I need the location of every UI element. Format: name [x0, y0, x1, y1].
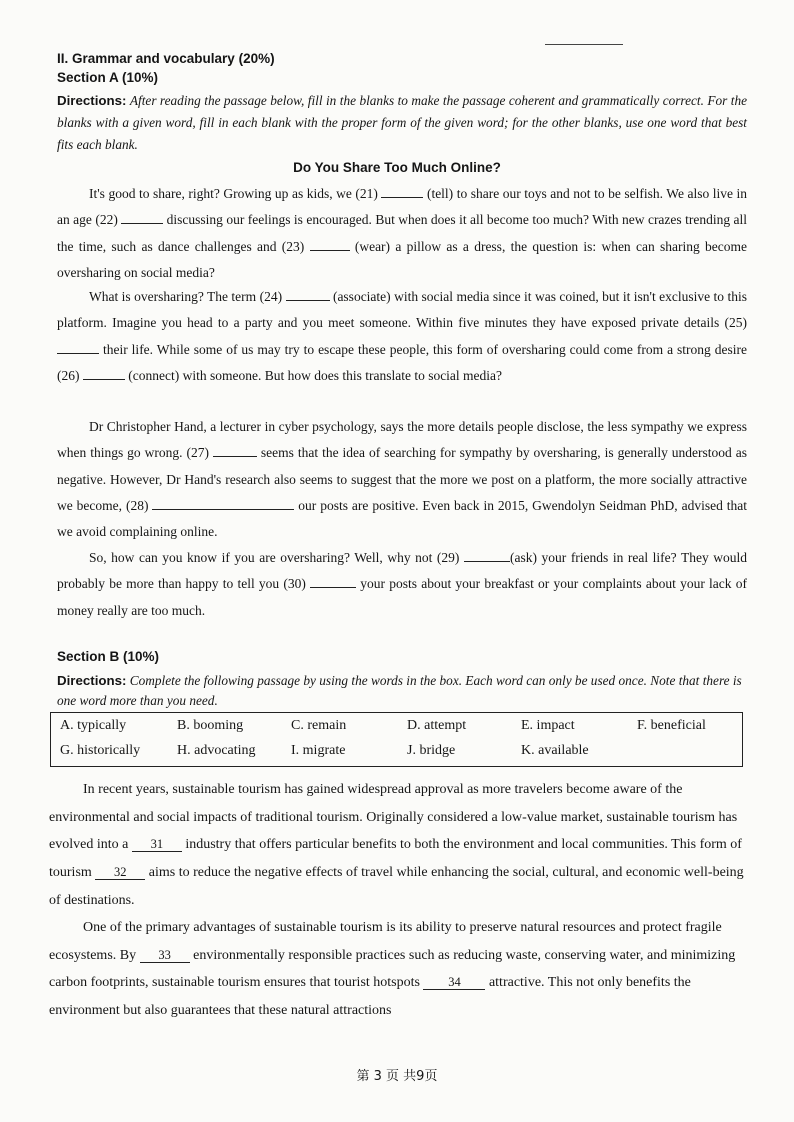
word-box — [50, 712, 743, 767]
section-a-paragraph-1: It's good to share, right? Growing up as kids, we (21) (tell) to share our toys and not to be selfish. We also live in an age (22) discussing our feelings is encouraged. But when does it all become too much? With new crazes trending all the time, such as dance challenges and (23) (wear) a pillow as a dress, the question is: when can sharing become oversharing on social media? — [57, 181, 747, 286]
section-b-heading: Section B (10%) — [57, 649, 160, 664]
passage-title: Do You Share Too Much Online? — [293, 160, 501, 175]
section-a-paragraph-3: Dr Christopher Hand, a lecturer in cyber psychology, says the more details people disclose, the less sympathy we express when things go wrong. (27) seems that the idea of searching for sympathy by oversharing, is generally understood as negative. However, Dr Hand's research also seems to suggest that the more we post on a platform, the more socially attractive we become, (28) our posts are positive. Even back in 2015, Gwendolyn Seidman PhD, advised that we avoid complaining online. — [57, 419, 747, 540]
section-b-directions — [57, 671, 747, 711]
word-option: D. attempt — [407, 718, 467, 733]
blank-31[interactable]: 31 — [132, 837, 182, 852]
section-a-directions — [57, 90, 747, 156]
section-heading: II. Grammar and vocabulary (20%) — [57, 51, 275, 66]
blank-27[interactable] — [213, 442, 257, 457]
word-option: K. available — [521, 743, 589, 758]
word-option: F. beneficial — [637, 718, 706, 733]
blank-33[interactable]: 33 — [140, 948, 190, 963]
blank-25[interactable] — [57, 339, 99, 354]
blank-23[interactable] — [310, 236, 350, 251]
word-option: G. historically — [60, 743, 141, 758]
section-b-paragraph-2: One of the primary advantages of sustainable tourism is its ability to preserve natural resources and protect fragile ecosystems. By 33 environmentally responsible practices such as reducing waste, conserving water, and minimizing carbon footprints, sustainable tourism ensures that tourist hotspots 34 attractive. This not only benefits the environment but also guarantees that these natural attractions — [49, 920, 736, 1019]
word-option: B. booming — [177, 718, 244, 733]
directions-label: Directions: — [57, 673, 127, 688]
blank-21[interactable] — [381, 183, 423, 198]
directions-text: Complete the following passage by using the words in the box. Each word can only be used once. Note that there is one word more than you need. — [57, 673, 742, 708]
blank-32[interactable]: 32 — [95, 865, 145, 880]
blank-26[interactable] — [83, 365, 125, 380]
blank-34[interactable]: 34 — [423, 975, 485, 990]
directions-label: Directions: — [57, 93, 127, 108]
section-a-heading: Section A (10%) — [57, 70, 159, 85]
word-option: A. typically — [60, 718, 127, 733]
section-b-paragraph-1: In recent years, sustainable tourism has gained widespread approval as more travelers become aware of the environmental and social impacts of traditional tourism. Originally considered a low-value market, sustainable tourism has evolved into a 31 industry that offers particular benefits to both the environment and local communities. This form of tourism 32 aims to reduce the negative effects of travel while enhancing the social, cultural, and economic well-being of destinations. — [49, 782, 744, 908]
section-a-paragraph-4: So, how can you know if you are oversharing? Well, why not (29) (ask) your friends in real life? They would probably be more than happy to tell you (30) your posts about your breakfast or your complaints about your lack of money really are too much. — [57, 545, 747, 624]
word-option: E. impact — [521, 718, 575, 733]
directions-text: After reading the passage below, fill in the blanks to make the passage coherent and grammatically correct. For the blanks with a given word, fill in each blank with the proper form of the given word; for the other blanks, use one word that best fits each blank. — [57, 93, 748, 152]
blank-29[interactable] — [464, 547, 510, 562]
section-a-paragraph-2: What is oversharing? The term (24) (associate) with social media since it was coined, but it isn't exclusive to this platform. Imagine you head to a party and you meet someone. Within five minutes they have exposed private details (25) their life. While some of us may try to escape these people, this form of oversharing could come from a strong desire (26) (connect) with someone. But how does this translate to social media? — [57, 284, 747, 389]
word-option: C. remain — [291, 718, 347, 733]
blank-30[interactable] — [310, 573, 356, 588]
page-footer: 第 3 页 共9页 — [356, 1069, 438, 1084]
word-option: J. bridge — [407, 743, 456, 758]
blank-24[interactable] — [286, 286, 330, 301]
word-option: H. advocating — [177, 743, 256, 758]
blank-22[interactable] — [121, 209, 163, 224]
decorative-line — [545, 44, 623, 45]
word-option: I. migrate — [291, 743, 346, 758]
blank-28[interactable] — [152, 495, 294, 510]
